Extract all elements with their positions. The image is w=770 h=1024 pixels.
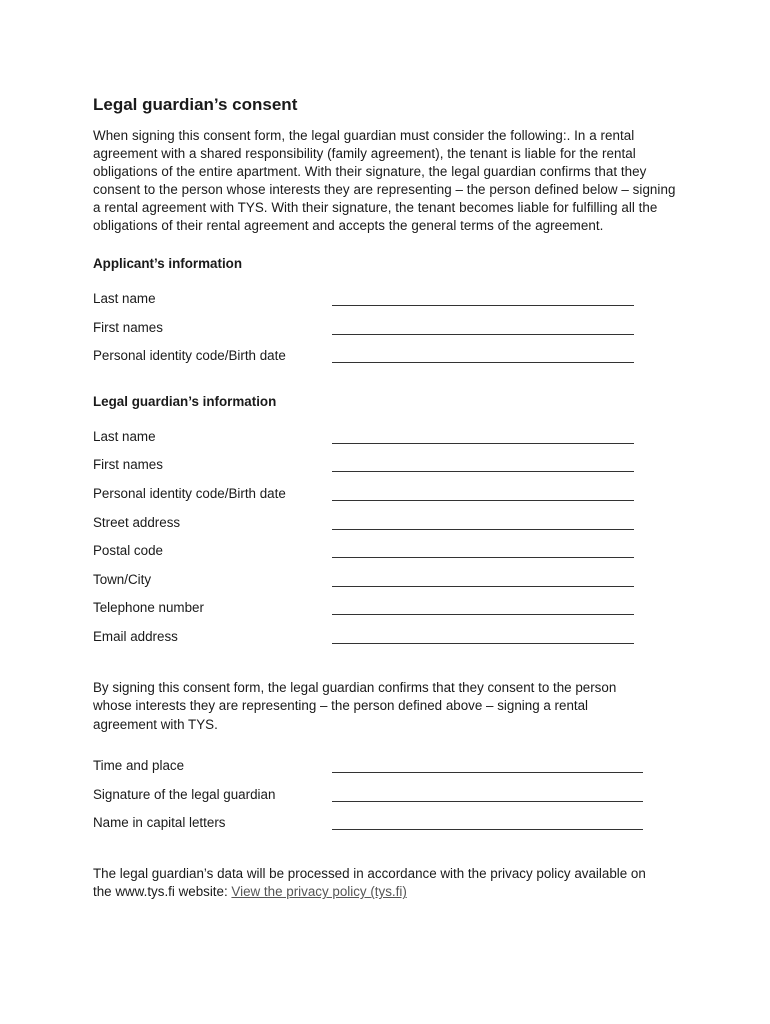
guardian-fields (93, 428, 683, 657)
guardian-last-name-field[interactable] (332, 442, 634, 444)
field-label: Telephone number (93, 600, 204, 616)
applicant-last-name-row (93, 290, 683, 319)
signature-fields (93, 757, 683, 843)
guardian-first-names-row (93, 456, 683, 485)
applicant-id-code-field[interactable] (332, 361, 634, 363)
time-and-place-row (93, 757, 683, 786)
page-title: Legal guardian’s consent (93, 95, 298, 114)
privacy-policy-link[interactable]: View the privacy policy (tys.fi) (231, 884, 407, 900)
guardian-postal-code-field[interactable] (332, 556, 634, 558)
field-label: Personal identity code/Birth date (93, 348, 286, 364)
applicant-id-code-row (93, 347, 683, 376)
guardian-telephone-row (93, 599, 683, 628)
field-label: First names (93, 319, 163, 335)
guardian-signature-row (93, 786, 683, 815)
applicant-last-name-field[interactable] (332, 304, 634, 306)
guardian-town-row (93, 571, 683, 600)
field-label: Time and place (93, 758, 185, 774)
guardian-telephone-field[interactable] (332, 613, 634, 615)
field-label: Personal identity code/Birth date (93, 485, 286, 501)
name-capitals-row (93, 814, 683, 843)
name-capitals-field[interactable] (332, 828, 643, 830)
field-label: Name in capital letters (93, 815, 226, 831)
confirmation-paragraph: By signing this consent form, the legal guardian confirms that they consent to the person whose interests they are representing – the person defined above – signing a rental agreement with TYS. (93, 679, 617, 732)
guardian-id-code-field[interactable] (332, 499, 634, 501)
guardian-last-name-row (93, 428, 683, 457)
applicant-first-names-row (93, 319, 683, 348)
applicant-first-names-field[interactable] (332, 333, 634, 335)
guardian-postal-code-row (93, 542, 683, 571)
field-label: First names (93, 457, 163, 473)
guardian-heading: Legal guardian’s information (93, 393, 277, 409)
guardian-street-address-field[interactable] (332, 528, 634, 530)
privacy-paragraph (93, 865, 653, 902)
field-label: Postal code (93, 543, 163, 559)
field-label: Signature of the legal guardian (93, 786, 276, 802)
field-label: Last name (93, 291, 156, 306)
guardian-email-field[interactable] (332, 642, 634, 644)
applicant-fields (93, 290, 683, 376)
applicant-heading: Applicant’s information (93, 256, 243, 271)
field-label: Street address (93, 514, 181, 530)
guardian-signature-field[interactable] (332, 800, 643, 802)
time-and-place-field[interactable] (332, 771, 643, 773)
guardian-email-row (93, 628, 683, 657)
privacy-text: The legal guardian’s data will be processed in accordance with the privacy policy available on the www.tys.fi website: (93, 865, 646, 900)
guardian-id-code-row (93, 485, 683, 514)
guardian-first-names-field[interactable] (332, 470, 634, 472)
consent-form (93, 94, 683, 902)
field-label: Last name (93, 428, 156, 444)
guardian-street-address-row (93, 514, 683, 543)
field-label: Email address (93, 628, 178, 644)
intro-paragraph: When signing this consent form, the legal guardian must consider the following:. In a rental agreement with a shared responsibility (family agreement), the tenant is liable for the rental obligations of the entire apartment. With their signature, the legal guardian confirms that they consent to the person whose interests they are representing – the person defined below – signing a rental agreement with TYS. With their signature, the tenant becomes liable for fulfilling all the obligations of their rental agreement and accepts the general terms of the agreement. (93, 128, 676, 233)
guardian-town-field[interactable] (332, 585, 634, 587)
field-label: Town/City (93, 571, 152, 587)
